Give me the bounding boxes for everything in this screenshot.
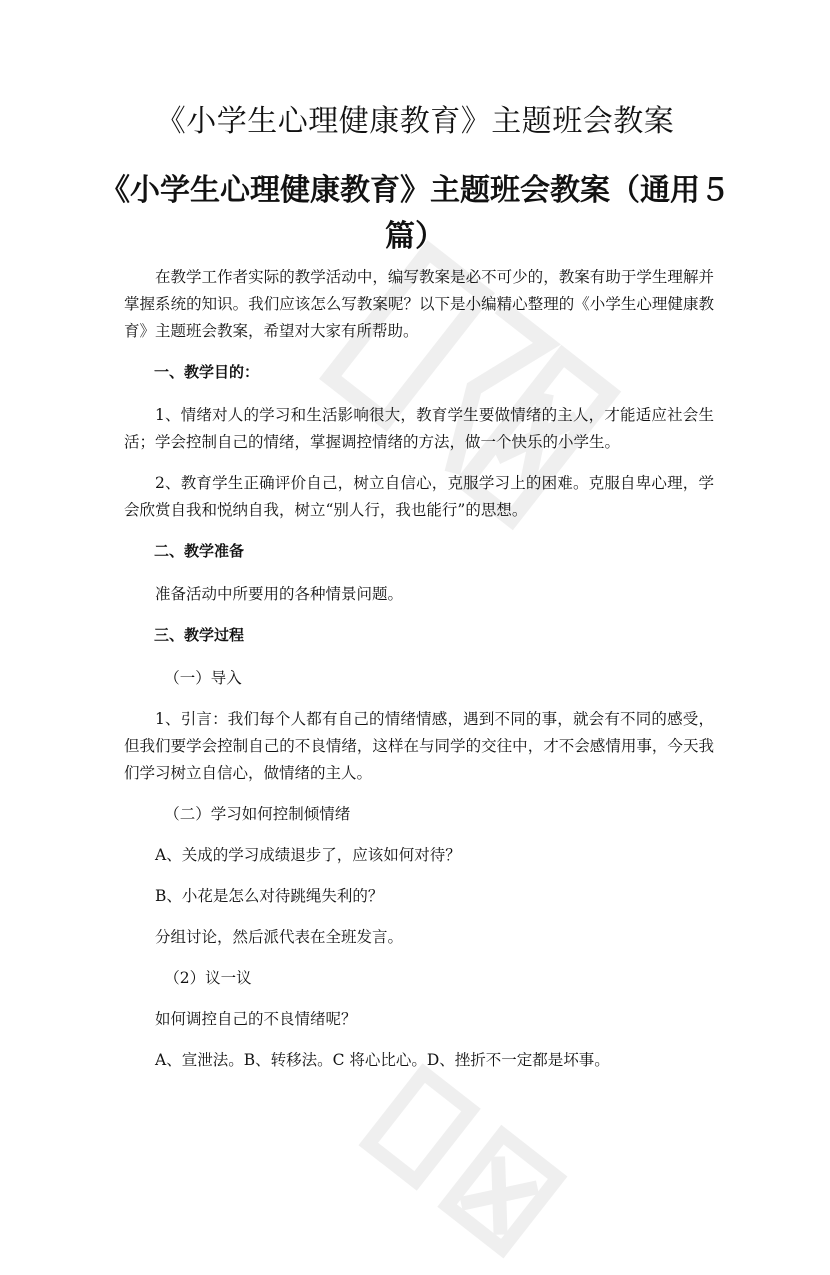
subsection-control-emotions: （二）学习如何控制倾情绪: [164, 805, 351, 823]
objective-item-2: 2、教育学生正确评价自己，树立自信心，克服学习上的困难。克服自卑心理，学会欣赏自我和悦纳自我，树立“别人行，我也能行”的思想。: [124, 474, 714, 519]
lead-paragraph: 1、引言：我们每个人都有自己的情绪情感，遇到不同的事，就会有不同的感受，但我们要学会控制自己的不良情绪，这样在与同学的交往中，才不会感情用事，今天我们学习树立自信心，做情绪的主人。: [124, 710, 714, 782]
subsection-introduction: （一）导入: [164, 669, 242, 687]
group-discussion-text: 分组讨论，然后派代表在全班发言。: [155, 928, 404, 946]
section-heading-process: 三、教学过程: [154, 626, 245, 644]
document-body: [124, 264, 714, 1088]
section-heading-preparation: 二、教学准备: [154, 542, 245, 560]
section-heading-objectives: 一、教学目的：: [154, 363, 260, 381]
document-subtitle: 《小学生心理健康教育》主题班会教案（通用５篇）: [100, 173, 730, 254]
methods-list: A、宣泄法。B、转移法。C 将心比心。D、挫折不一定都是坏事。: [155, 1051, 610, 1069]
intro-paragraph: 在教学工作者实际的教学活动中，编写教案是必不可少的，教案有助于学生理解并掌握系统的知识。我们应该怎么写教案呢？以下是小编精心整理的《小学生心理健康教育》主题班会教案，希望对大家有所帮助。: [124, 268, 714, 340]
discussion-question: 如何调控自己的不良情绪呢？: [155, 1010, 357, 1028]
preparation-text: 准备活动中所要用的各种情景问题。: [155, 585, 404, 603]
document-title: 《小学生心理健康教育》主题班会教案: [155, 104, 675, 139]
question-a: A、关成的学习成绩退步了，应该如何对待？: [155, 846, 461, 864]
question-b: B、小花是怎么对待跳绳失利的？: [155, 887, 384, 905]
objective-item-1: 1、情绪对人的学习和生活影响很大，教育学生要做情绪的主人，才能适应社会生活；学会控制自己的情绪，掌握调控情绪的方法，做一个快乐的小学生。: [124, 406, 714, 451]
subsection-discuss: （2）议一议: [164, 969, 252, 987]
